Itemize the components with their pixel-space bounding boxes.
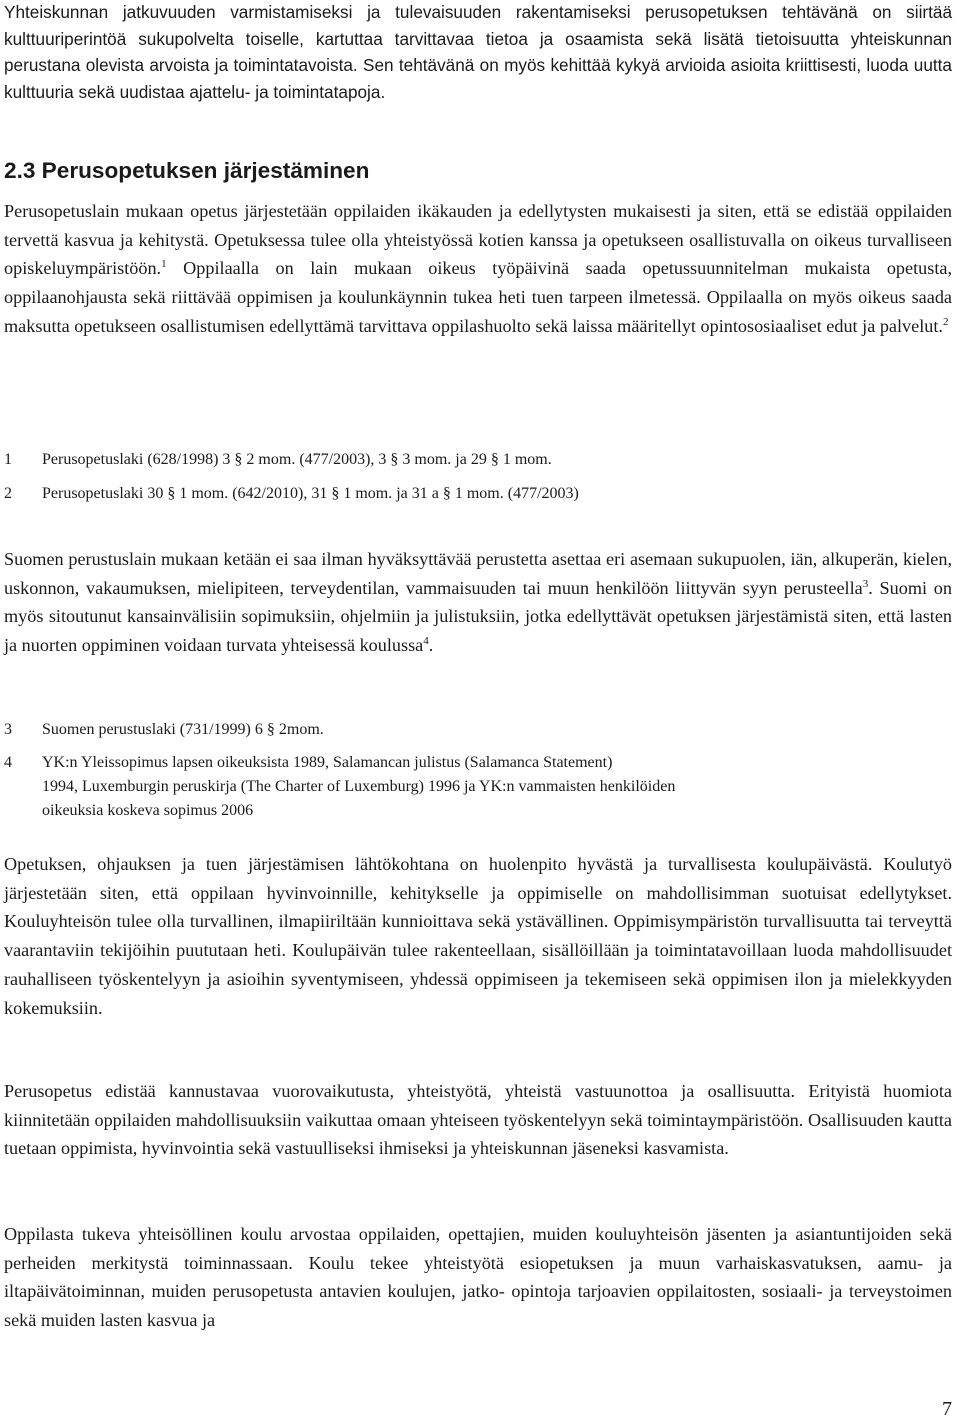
paragraph-4: Perusopetus edistää kannustavaa vuorovaikutusta, yhteistyötä, yhteistä vastuunottoa ja osallisuutta. Erityistä huomiota kiinnitetään oppilaiden mahdollisuuksiin vaikuttaa omaan yhteiseen työskentelyyn sekä toimintaympäristöön. Osallisuuden kautta tuetaan oppimista, hyvinvointia sekä vastuulliseksi ihmiseksi ja yhteiskunnan jäseneksi kasvamista.: [4, 1081, 952, 1159]
paragraph-1-text-b: Oppilaalla on lain mukaan oikeus työpäivinä saada opetussuunnitelman mukaista opetusta, oppilaanohjausta sekä riittävää oppimisen ja koulunkäynnin tukea heti tuen tarpeen ilmetessä. Oppilaalla on myös oikeus saada maksutta opetukseen osallistumisen edellyttämä tarvittava oppilashuolto sekä laissa määritellyt opintososiaaliset edut ja palvelut.: [4, 258, 952, 336]
footnote-1: [4, 448, 552, 472]
footnote-text-line-3: oikeuksia koskeva sopimus 2006: [42, 802, 254, 819]
footnote-ref-1: 1: [161, 258, 167, 271]
footnote-ref-3: 3: [862, 577, 869, 590]
footnote-ref-4: 4: [423, 635, 429, 648]
paragraph-2-text-b: . Suomi on myös sitoutunut kansainvälisiin sopimuksiin, ohjelmiin ja julistuksiin, jotka edellyttävät opetuksen järjestämistä siten, että lasten ja nuorten oppiminen voidaan turvata yhteisessä koulussa: [4, 577, 952, 656]
page-number: 7: [942, 1398, 952, 1420]
paragraph-3: Opetuksen, ohjauksen ja tuen järjestämisen lähtökohtana on huolenpito hyvästä ja turvallisesta koulupäivästä. Koulutyö järjestetään siten, että oppilaan hyvinvoinnille, kehitykselle ja oppimiselle on mahdollisimman suotuisat edellytykset. Kouluyhteisön tulee olla turvallinen, ilmapiiriltään kunnioittava sekä ystävällinen. Oppimisympäristön turvallisuutta tai terveyttä vaarantaviin tekijöihin puututaan heti. Koulupäivän tulee rakenteellaan, sisällöillään ja toimintatavoillaan luoda mahdollisuudet rauhalliseen työskentelyyn ja asioihin syventymiseen, yhdessä oppimiseen ja tekemiseen sekä oppimisen ilon ja mielekkyyden kokemuksiin.: [4, 854, 952, 1018]
paragraph-1: [4, 197, 952, 341]
footnote-number: 1: [4, 451, 12, 468]
footnote-number: 3: [4, 721, 12, 738]
paragraph-2-text-a: Suomen perustuslain mukaan ketään ei saa ilman hyväksyttävää perustetta asettaa eri asemaan sukupuolen, iän, alkuperän, kielen, uskonnon, vakaumuksen, mielipiteen, terveydentilan, vammaisuuden tai muun henkilöön liittyvän syyn perusteella: [4, 549, 952, 598]
section-heading: 2.3 Perusopetuksen järjestäminen: [4, 158, 370, 183]
footnote-2: [4, 482, 579, 506]
footnote-text-line-2: 1994, Luxemburgin peruskirja (The Charter of Luxemburg) 1996 ja YK:n vammaisten henkilöiden: [42, 778, 676, 795]
footnote-text: Perusopetuslaki 30 § 1 mom. (642/2010), 31 § 1 mom. ja 31 a § 1 mom. (477/2003): [42, 485, 579, 502]
footnote-3: [4, 718, 324, 742]
footnote-number: 4: [4, 754, 12, 771]
paragraph-2-text-c: .: [428, 635, 434, 656]
paragraph-5: Oppilasta tukeva yhteisöllinen koulu arvostaa oppilaiden, opettajien, muiden kouluyhteisön jäsenten ja asiantuntijoiden sekä perheiden merkitystä toiminnassaan. Koulu tekee yhteistyötä esiopetuksen ja muun varhaiskasvatuksen, aamu- ja iltapäivätoiminnan, muiden perusopetusta antavien koulujen, jatko- opintoja tarjoavien oppilaitosten, sosiaali- ja terveystoimen sekä muiden lasten kasvua ja: [4, 1224, 952, 1331]
footnote-text: Suomen perustuslaki (731/1999) 6 § 2mom.: [42, 721, 324, 738]
footnote-ref-2: 2: [942, 315, 949, 328]
paragraph-1-text-a: Perusopetuslain mukaan opetus järjestetään oppilaiden ikäkauden ja edellytysten mukaisesti ja siten, että se edistää oppilaiden tervettä kasvua ja kehitystä. Opetuksessa tulee olla yhteistyössä kotien kanssa ja opetukseen osallistuvalla on oikeus turvalliseen opiskeluympäristöön.: [4, 201, 952, 279]
footnote-number: 2: [4, 485, 12, 502]
paragraph-2: [4, 545, 952, 660]
intro-paragraph: Yhteiskunnan jatkuvuuden varmistamiseksi ja tulevaisuuden rakentamiseksi perusopetuksen tehtävänä on siirtää kulttuuriperintöä sukupolvelta toiselle, kartuttaa tarvittavaa tietoa ja osaamista sekä lisätä tietoisuutta yhteiskunnan perustana olevista arvoista ja toimintatavoista. Sen tehtävänä on myös kehittää kykyä arvioida asioita kriittisesti, luoda uutta kulttuuria sekä uudistaa ajattelu- ja toimintatapoja.: [4, 2, 952, 103]
footnote-text: Perusopetuslaki (628/1998) 3 § 2 mom. (477/2003), 3 § 3 mom. ja 29 § 1 mom.: [42, 451, 552, 468]
footnote-4: [4, 751, 675, 823]
footnote-text-line-1: YK:n Yleissopimus lapsen oikeuksista 1989, Salamancan julistus (Salamanca Statement): [42, 754, 613, 771]
